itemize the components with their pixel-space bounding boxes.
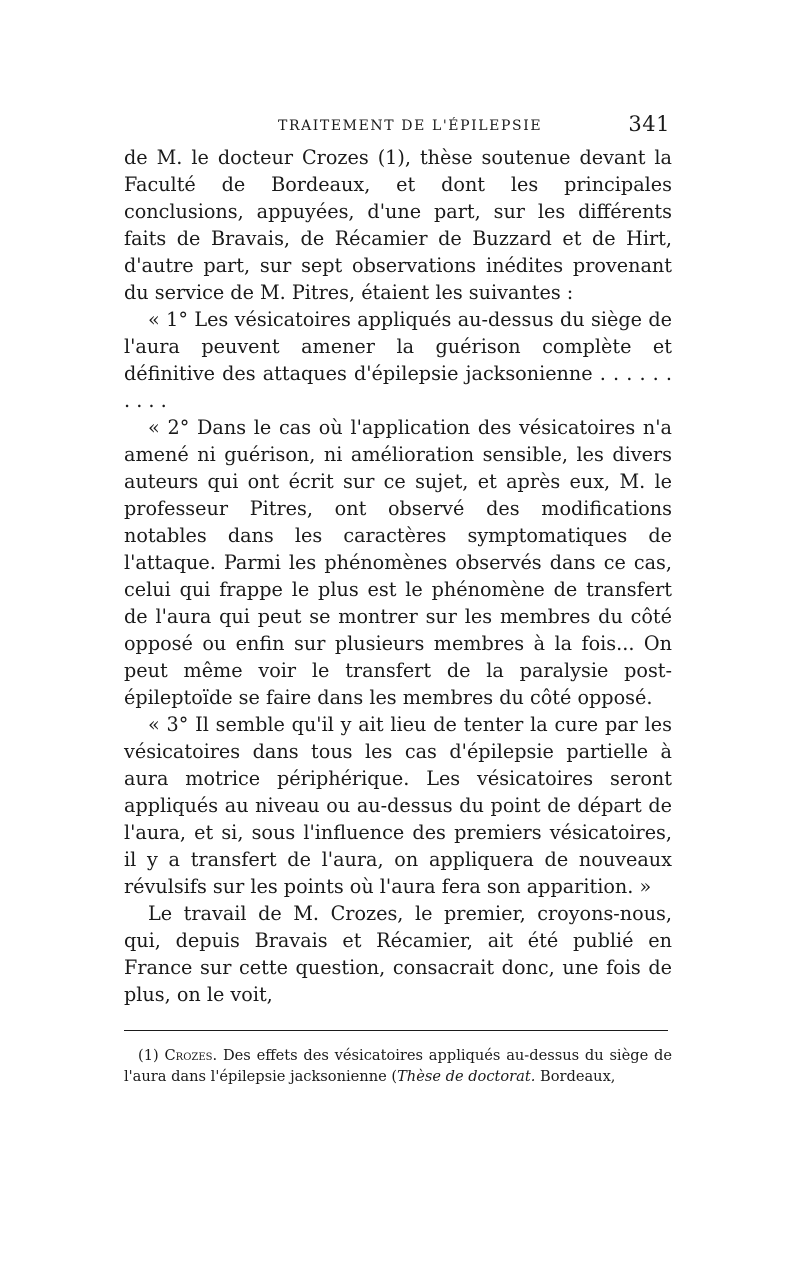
footnote-title: Thèse de doctorat. [397, 1068, 536, 1085]
footnote-author: Crozes. [164, 1047, 218, 1064]
footnote-text: Des effets des vésicatoires appliqués au-dessus du siège de l'aura dans l'épilepsie jacksonienne ( [124, 1047, 673, 1085]
paragraph-conclusion-3: « 3° Il semble qu'il y ait lieu de tenter la cure par les vésicatoires dans tous les cas d'épilepsie partielle à aura motrice périphérique. Les vésicatoires seront appliqués au niveau ou au-dessus du point de départ de l'aura, et si, sous l'influence des premiers vésicatoires, il y a transfert de l'aura, on appliquera de nouveaux révulsifs sur les points où l'aura fera son apparition. » [124, 713, 672, 898]
body-text [124, 144, 672, 1008]
book-page [124, 112, 672, 1087]
paragraph-continuation: de M. le docteur Crozes (1), thèse soutenue devant la Faculté de Bordeaux, et dont les principales conclusions, appuyées, d'une part, sur les différents faits de Bravais, de Récamier de Buzzard et de Hirt, d'autre part, sur sept observations inédites provenant du service de M. Pitres, étaient les suivantes : [124, 146, 672, 304]
footnote-marker: (1) [138, 1047, 159, 1064]
paragraph-conclusion-1: « 1° Les vésicatoires appliqués au-dessus du siège de l'aura peuvent amener la guérison complète et définitive des attaques d'épilepsie jacksonienne . . . . . . . . . . [124, 308, 672, 412]
footnote [124, 1045, 672, 1087]
running-title: TRAITEMENT DE L'ÉPILEPSIE [278, 118, 543, 134]
footnote-tail: Bordeaux, [535, 1068, 616, 1085]
page-header [124, 112, 672, 144]
paragraph-conclusion-2: « 2° Dans le cas où l'application des vésicatoires n'a amené ni guérison, ni amélioration sensible, les divers auteurs qui ont écrit sur ce sujet, et après eux, M. le professeur Pitres, ont observé des modifications notables dans les caractères symptomatiques de l'attaque. Parmi les phénomènes observés dans ce cas, celui qui frappe le plus est le phénomène de transfert de l'aura qui peut se montrer sur les membres du côté opposé ou enfin sur plusieurs membres à la fois... On peut même voir le transfert de la paralysie post-épileptoïde se faire dans les membres du côté opposé. [124, 416, 672, 709]
footnote-separator [124, 1030, 668, 1031]
paragraph-closing: Le travail de M. Crozes, le premier, croyons-nous, qui, depuis Bravais et Récamier, ait été publié en France sur cette question, consacrait donc, une fois de plus, on le voit, [124, 902, 672, 1006]
page-number: 341 [628, 112, 670, 136]
